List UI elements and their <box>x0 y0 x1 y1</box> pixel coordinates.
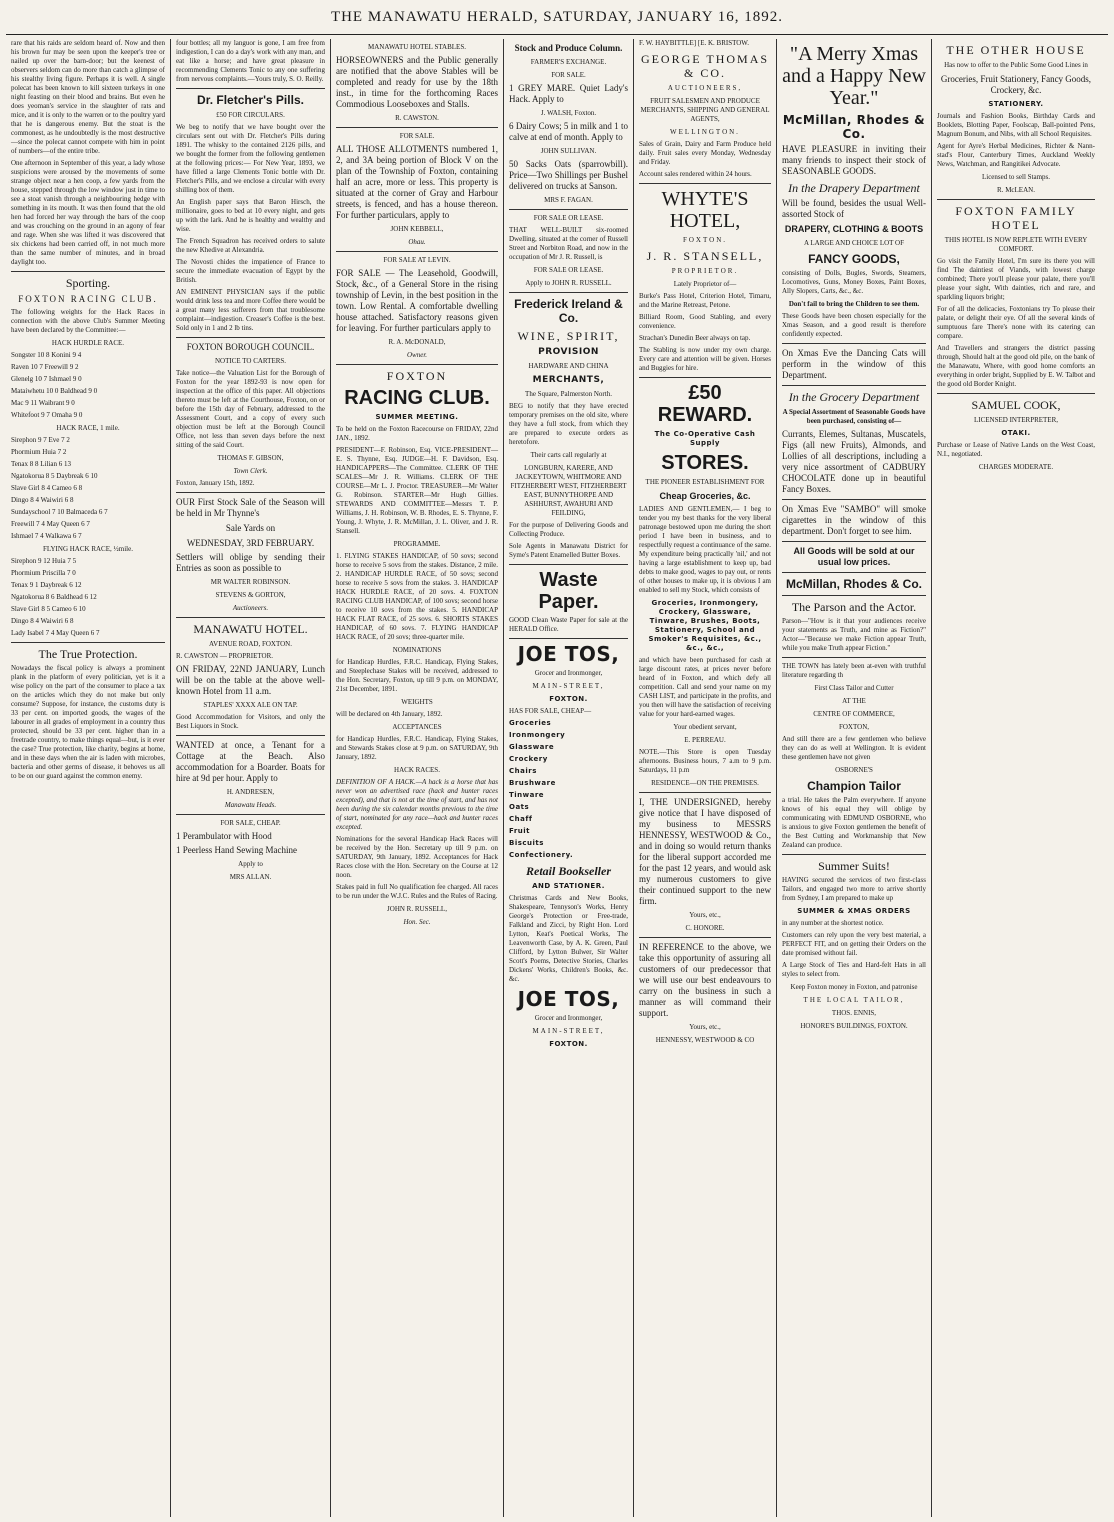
stock-list: Groceries, Ironmongery, Crockery, Glassware, Tinware, Brushes, Boots, Stationery, School and Smoker's Requisites, &c., &c., &c., <box>648 599 762 652</box>
honore-buildings: HONORE'S BUILDINGS, FOXTON. <box>800 1022 908 1030</box>
goods-list <box>509 719 628 860</box>
perreau: E. PERREAU. <box>684 736 726 744</box>
purchase-text: Purchase or Lease of Native Lands on the West Coast, N.I., negotiated. <box>937 441 1095 458</box>
for-sale-cheap: FOR SALE, CHEAP. <box>220 819 281 827</box>
yours-1: Yours, etc., <box>689 911 721 919</box>
summer-xmas-orders: SUMMER & XMAS ORDERS <box>797 907 911 915</box>
russell: JOHN R. RUSSELL, <box>387 905 447 913</box>
journals-text: Journals and Fashion Books, Birthday Cards and Booklets, Blotting Paper, Foolscap, Ball-pointed Pens, Magnum Bonum, and Nibs, with all School Requisites. <box>937 112 1095 138</box>
chosen-text: These Goods have been chosen especially for the Xmas Season, and a good result is therefore confidently expected. <box>782 312 926 338</box>
whyte-foxton: FOXTON. <box>682 236 727 244</box>
robinson: MR WALTER ROBINSON. <box>210 578 291 586</box>
apply-russell: Apply to JOHN R. RUSSELL. <box>525 279 612 287</box>
fagan: MRS F. FAGAN. <box>544 196 593 204</box>
weight-row: Dingo 8 4 Waiwiri 6 8 <box>11 617 74 625</box>
for-sale: FOR SALE. <box>551 71 586 79</box>
lately: Lately Proprietor of— <box>673 280 737 288</box>
and-stationer: AND STATIONER. <box>532 882 605 890</box>
all-goods: All Goods will be sold at our usual low prices. <box>793 546 915 567</box>
farmers-exchange: FARMER'S EXCHANGE. <box>530 58 607 66</box>
perambulator: 1 Perambulator with Hood <box>176 831 272 841</box>
accommodation: Good Accommodation for Visitors, and only the Best Liquors in Stock. <box>176 713 325 730</box>
account-sales: Account sales rendered within 24 hours. <box>639 170 752 178</box>
weights-text: will be declared on 4th January, 1892. <box>336 710 443 718</box>
testimonial: four bottles; all my languor is gone, I am free from indigestion, I can do a day's work with any man, and eat like a horse; and have great pleasure in recommending Clements Tonic to any one suffering from nervous complaints.—Yours truly, S. O. Reilly. <box>176 39 325 83</box>
foxton-2: FOXTON. <box>549 1040 588 1048</box>
weight-row: Ishmael 7 4 Walkawa 6 7 <box>11 532 82 540</box>
ohau: Ohau. <box>408 238 426 246</box>
nominations-text: for Handicap Hurdles, F.R.C. Handicap, Flying Stakes, and Steeplechase Stakes will be received, addressed to the Hon. Secretary, Foxton, up till 9 p.m. on MONDAY, 21st December, 1891. <box>336 658 498 693</box>
has-for-sale: HAS FOR SALE, CHEAP— <box>509 707 592 715</box>
carters-heading: NOTICE TO CARTERS. <box>214 357 287 365</box>
stationery-heading: STATIONERY. <box>988 100 1044 108</box>
cawston: R. CAWSTON — PROPRIETOR. <box>176 652 274 660</box>
flying-heading: FLYING HACK RACE, ½mile. <box>43 545 133 553</box>
proprietor: PROPRIETOR. <box>671 267 739 275</box>
masthead: THE MANAWATU HERALD, SATURDAY, JANUARY 16, 1892. <box>6 0 1108 35</box>
weight-row: Phormium Priscilla 7 0 <box>11 569 76 577</box>
hurdle-heading: HACK HURDLE RACE. <box>51 339 125 347</box>
for-sale-heading: FOR SALE. <box>399 132 435 140</box>
weight-row: Tenax 8 8 Lilian 6 13 <box>11 460 71 468</box>
columns <box>6 39 1108 1517</box>
column-4 <box>504 39 634 1517</box>
mcmillan-heading-2: McMillan, Rhodes & Co. <box>785 577 922 591</box>
have-pleasure: HAVE PLEASURE in inviting their many friends to inspect their stock of SEASONABLE GOODS. <box>782 144 926 176</box>
groceries-fruit: Groceries, Fruit Stationery, Fancy Goods, Crockery, &c. <box>940 74 1092 95</box>
weight-row: Freewill 7 4 May Queen 6 7 <box>11 520 90 528</box>
stock-sale-text: OUR First Stock Sale of the Season will be held in Mr Thynne's <box>176 497 325 518</box>
sewing-machine: 1 Peerless Hand Sewing Machine <box>176 845 297 855</box>
family-hotel: FOXTON FAMILY HOTEL <box>955 204 1077 232</box>
honore: C. HONORE. <box>685 924 725 932</box>
centre-commerce: CENTRE OF COMMERCE, <box>813 710 895 718</box>
list-item: Fruit <box>509 827 531 835</box>
joe-tos-heading-2: JOE TOS, <box>517 987 620 1011</box>
column-5 <box>634 39 777 1517</box>
nominations-heading: NOMINATIONS <box>392 646 442 654</box>
hirsch-text: An English paper says that Baron Hirsch, the millionaire, goes to bed at 10 every night, and gets up with the lark. And he is healthy and wealthy and wise. <box>176 198 325 233</box>
grocery-heading: In the Grocery Department <box>788 390 920 404</box>
sales-text: Sales of Grain, Dairy and Farm Produce held daily. Fruit sales every Monday, Wednesday and Friday. <box>639 140 771 166</box>
provision: PROVISION <box>538 347 599 357</box>
sole-agents: Sole Agents in Manawatu District for Syme's Patent Enamelled Butter Boxes. <box>509 542 628 559</box>
trial-text: a trial. He takes the Palm everywhere. If anyone knows of his equal they will oblige by communicating with EDMUND OSBORNE, who is anxious to give Foxton gentlemen the benefit of the Best Cutting and Workmanship that New Zealand can produce. <box>782 796 926 849</box>
manawatu-heads: Manawatu Heads. <box>224 801 277 809</box>
carts-call: Their carts call regularly at <box>530 451 607 459</box>
borough-council-heading: FOXTON BOROUGH COUNCIL. <box>186 342 315 352</box>
poem-2: For of all the delicacies, Foxtonians try To please their palate, or delight their eye. Of all the several kinds of sumptuous fare There's none with its catering can compare. <box>937 305 1095 340</box>
fancy-list: consisting of Dolls, Bugles, Swords, Steamers, Locomotives, Guns, Money Boxes, Paint Boxes, Ally Slopers, Carts, &c., &c. <box>782 269 926 295</box>
poem-3: And Travellers and strangers the district passing through, Should halt at the good old pile, on the bank of the Manawatu, Where, with good home comforts an everything in order bright, Supplied by E. W. Talbot and the good old Border Knight. <box>937 344 1095 388</box>
list-item: Tinware <box>509 791 545 799</box>
drapery-heading: In the Drapery Department <box>788 181 920 195</box>
acceptances-text: for Handicap Hurdles, F.R.C. Handicap, Flying Stakes, and Stewards Stakes close at 9 p.m. on SATURDAY, 9th January, 1892. <box>336 735 498 761</box>
list-item: Chairs <box>509 767 537 775</box>
interpreter: LICENSED INTERPRETER, <box>974 416 1058 424</box>
stakes-text: Stakes paid in full No qualification fee charged. All races to be run under the W.J.C. Rules and the Rules of Racing. <box>336 883 498 900</box>
parson-actor: The Parson and the Actor. <box>791 600 917 614</box>
sullivan: JOHN SULLIVAN. <box>540 147 597 155</box>
avenue-road: AVENUE ROAD, FOXTON. <box>209 640 292 648</box>
list-item: Glassware <box>509 743 555 751</box>
mclean: R. McLEAN. <box>997 186 1035 194</box>
keep-foxton: Keep Foxton money in Foxton, and patronise <box>790 983 918 991</box>
weight-row: Whitefoot 9 7 Omaha 9 0 <box>11 411 83 419</box>
acceptances-heading: ACCEPTANCES <box>392 723 442 731</box>
weight-row: Sirephon 9 12 Huia 7 5 <box>11 557 77 565</box>
list-item: Confectionery. <box>509 851 574 859</box>
column-6 <box>777 39 932 1517</box>
staples: STAPLES' XXXX ALE ON TAP. <box>203 701 298 709</box>
french-text: The French Squadron has received orders to salute the new Khedive at Alexandria. <box>176 237 325 254</box>
programme-heading: PROGRAMME. <box>393 540 441 548</box>
other-house: THE OTHER HOUSE <box>946 43 1086 57</box>
gibson: THOMAS F. GIBSON, <box>217 454 284 462</box>
hack-definition: DEFINITION OF A HACK.—A hack is a horse that has never won an advertised race (hack and hunter races excepted), and that is not at the time of start, and has not been during the six calendar months previous to the time of start, nominated for any race—hack and hunter races excepted. <box>336 778 498 831</box>
sporting-heading: Sporting. <box>65 276 111 290</box>
weight-row: Glenelg 10 7 Ishmael 9 0 <box>11 375 82 383</box>
retail-bookseller: Retail Bookseller <box>526 864 611 878</box>
dancing-cats: On Xmas Eve the Dancing Cats will perform in the window of this Department. <box>782 348 926 380</box>
article-stoat-2: One afternoon in September of this year, a lady whose suspicions were aroused by the movements of some strange object near a hen coop, a few yards from the house, stepped through the low window just in time to see a stoat vanish through a neighbouring hedge with something in its mouth. It was then found that the old hen had forced her way through the bars of the coop and was crouching on the ground in an agony of fear and rage. When she was lifted it was discovered that six chickens had been carried off, in not much more than the same number of minutes, and in broad daylight too. <box>11 159 165 266</box>
places: LONGBURN, KARERE, AND JACKEYTOWN, WHITMORE AND FITZHERBERT WEST, FITZHERBERT EAST, BUNNYTHORPE AND ASHHURST, AWAHURI AND FEILDING, <box>510 464 627 517</box>
agent-text: Agent for Ayre's Herbal Medicines, Richter & Nann-stad's Flour, Canterbury Times, Auckland Weekly News, Watchman, and Rangitikei Advocate. <box>937 142 1095 168</box>
column-1 <box>6 39 171 1517</box>
delivering: For the purpose of Delivering Goods and Collecting Produce. <box>509 521 628 538</box>
tailor-foxton: FOXTON, <box>838 723 869 731</box>
replete: THIS HOTEL IS NOW REPLETE WITH EVERY COMFORT. <box>944 236 1088 253</box>
wanted-text: WANTED at once, a Tenant for a Cottage at the Beach. Also accommodation for a Boarder. Boats for hire at 9d per hour. Apply to <box>176 740 325 783</box>
walsh: J. WALSH, Foxton. <box>540 109 597 117</box>
cawston-sign: R. CAWSTON. <box>395 114 439 122</box>
weight-row: Songster 10 8 Konini 9 4 <box>11 351 82 359</box>
at-the: AT THE <box>842 697 866 705</box>
weight-row: Tenax 9 1 Daybreak 6 12 <box>11 581 82 589</box>
books-list: Christmas Cards and New Books, Shakespeare, Tennyson's Works, Henry George's Protection or Free-trade, Falkland and Zicci, by Right Hon. Lord Lytton, Keat's Poetical Works, The Leavenworth Case, by A. K. Green, Paul Clifford, by Lytton Bulwer, Sir Walter Scott's Poems, Detective Stories, Charles Dickens' Works, Children's Books, &c. &c. <box>509 894 628 983</box>
stabling-text: The Stabling is now under my own charge. Every care and attention will be given. Horses and Buggies for hire. <box>639 346 771 372</box>
list-item: Ironmongery <box>509 731 566 739</box>
hack-nominations: Nominations for the several Handicap Hack Races will be received by the Hon. Secretary up till 9 p.m. on SATURDAY, 9th January, 1892. Acceptances for Hack Races close with the Hon. Secretary on the Course at 12 noon. <box>336 835 498 879</box>
auctioneers: Auctioneers. <box>232 604 269 612</box>
foxton: FOXTON. <box>549 695 588 703</box>
parson-text: Parson—"How is it that your audiences receive your statements as Truth, and mine as Fiction?" Actor—"Because we make Fiction appear Truth, while you make Truth appear Fiction." <box>782 617 926 652</box>
dwelling-text: THAT WELL-BUILT six-roomed Dwelling, situated at the corner of Russell Street and Norbiton Road, and now in the occupation of Mr J. R. Russell, is <box>509 226 628 261</box>
osbornes: OSBORNE'S <box>835 766 873 774</box>
racing-club-heading: RACING CLUB. <box>344 387 490 409</box>
list-item: Crockery <box>509 755 548 763</box>
weight-row: Raven 10 7 Freewill 9 2 <box>11 363 79 371</box>
yours-2: Yours, etc., <box>689 1023 721 1031</box>
shortest-notice: in any number at the shortest notice. <box>782 919 884 927</box>
samuel-cook: SAMUEL COOK, <box>971 398 1061 412</box>
joe-tos-heading: JOE TOS, <box>517 642 620 666</box>
main-street: MAIN-STREET, <box>532 682 605 690</box>
the-square: The Square, Palmerston North. <box>525 390 612 398</box>
stables-text: HORSEOWNERS and the Public generally are notified that the above Stables will be completed and ready for use by the 18th inst., in time for the forthcoming Races Commodious Looseboxes and Stalls. <box>336 55 498 109</box>
kebbell: JOHN KEBBELL, <box>390 225 444 233</box>
charges: CHARGES MODERATE. <box>978 463 1054 471</box>
merry-xmas: "A Merry Xmas and a Happy New Year." <box>782 43 926 109</box>
manawatu-hotel-heading: MANAWATU HOTEL. <box>193 622 308 636</box>
summer-meeting: SUMMER MEETING. <box>375 413 459 421</box>
dairy-cows: 6 Dairy Cows; 5 in milk and 1 to calve at end of month. Apply to <box>509 121 628 142</box>
poem-1: Go visit the Family Hotel, I'm sure its there you will find The daintiest of Viands, with lowest charge combined; There you'll please your palate, there you'll please your sight, With dainties, rich and rare, and sparkling liquors bright; <box>937 257 1095 301</box>
levin-text: FOR SALE — The Leasehold, Goodwill, Stock, &c., of a General Store in the rising township of Levin, in the best position in the town. Low Rental. A comfortable dwelling house attached. Satisfactory reasons given for leaving. For further particulars apply to <box>336 268 498 333</box>
friday-lunch: ON FRIDAY, 22ND JANUARY, Lunch will be on the table at the above well-known Hotel from 11 a.m. <box>176 664 325 696</box>
waste-paper-heading: Waste Paper. <box>538 569 599 613</box>
strachan-text: Strachan's Dunedin Beer always on tap. <box>639 334 751 342</box>
undersigned-text: I, THE UNDERSIGNED, hereby give notice that I have disposed of my business to MESSRS HENNESSY, WESTWOOD & Co., and in doing so would return thanks for the liberal support accorded me for the past 12 years, and would ask my numerous customers to give their continued support to the new firm. <box>639 797 771 906</box>
circulars-heading: £50 FOR CIRCULARS. <box>216 111 285 119</box>
which-text: and which have been purchased for cash at large discount rates, at prices never before heard of in Foxton, and which defy all competition. Call and send your name on my CASH LIST, and participate in the profits, and you then will have the satisfaction of receiving value for your hard-earned wages. <box>639 656 771 718</box>
ties-text: A Large Stock of Ties and Hard-felt Hats in all styles to select from. <box>782 961 926 978</box>
weight-row: Sirephon 9 7 Eve 7 2 <box>11 436 70 444</box>
pioneer: THE PIONEER ESTABLISHMENT FOR <box>645 478 765 486</box>
town-text: THE TOWN has lately been at-even with truthful literature regarding th <box>782 662 926 679</box>
weight-row: Ngatokorua 8 5 Daybreak 6 10 <box>11 472 98 480</box>
reward-heading: £50 REWARD. <box>657 382 753 426</box>
grocer-ironmonger-2: Grocer and Ironmonger, <box>534 1014 603 1022</box>
stables-heading: MANAWATU HOTEL STABLES. <box>368 43 466 51</box>
coffee-text: AN EMINENT PHYSICIAN says if the public would drink less tea and more Coffee there would be a great many less sufferers from that troublesome complaint—indigestion. Creaser's Coffee is the best. Sold only in 1 and 2 lb tins. <box>176 288 325 332</box>
mcmillan-heading: McMillan, Rhodes & Co. <box>782 113 926 141</box>
burke-text: Burke's Pass Hotel, Criterion Hotel, Timaru, and the Marine Retreast, Petone. <box>639 292 771 309</box>
wine-spirit: WINE, SPIRIT, <box>517 329 620 343</box>
drapery-clothing-boots: DRAPERY, CLOTHING & BOOTS <box>784 224 924 234</box>
apply-to: Apply to <box>238 860 263 868</box>
weights-heading: WEIGHTS <box>401 698 433 706</box>
sambo-text: On Xmas Eve "SAMBO" will smoke cigarettes in the window of this department. Don't forget to see him. <box>782 504 926 536</box>
whytes-hotel: WHYTE'S HOTEL, <box>661 188 749 232</box>
auctioneers: AUCTIONEERS, <box>667 84 743 92</box>
ennis: THOS. ENNIS, <box>831 1009 877 1017</box>
club-heading: FOXTON RACING CLUB. <box>18 294 158 304</box>
levin-heading: FOR SALE AT LEVIN. <box>383 256 451 264</box>
first-class-tailor: First Class Tailor and Cutter <box>814 684 894 692</box>
list-item: Oats <box>509 803 530 811</box>
true-protection-text: Nowadays the fiscal policy is always a prominent plank in the platform of every politician, yet is it a wise policy on the part of the consumer to place a tax on the articles which they do not make but only consume? Suppose, for instance, the customs duty is 33 per cent. on imported goods, the wages of the labourer in all grades of employment in a country thus protected, should be 33 per cent. higher than in a freetrade country, to make things equal—but, is it ever the case? True protection, like charity, begins at home, and in these days when the air is laden with microbes, bacteria and other germs of disease, it behoves us all to be on our guard against the common enemy. <box>11 664 165 780</box>
has-to-offer: Has now to offer to the Public Some Good Lines in <box>944 61 1088 69</box>
wednesday: WEDNESDAY, 3RD FEBRUARY. <box>186 538 315 548</box>
stores-heading: STORES. <box>661 452 749 474</box>
foxton-heading: FOXTON <box>386 369 448 383</box>
date-line: Foxton, January 15th, 1892. <box>176 479 255 487</box>
hurdle-weights <box>11 351 165 420</box>
champion-tailor: Champion Tailor <box>807 779 901 793</box>
weight-row: Mac 9 11 Waibrant 9 0 <box>11 399 75 407</box>
novosti-text: The Novosti chides the impatience of France to secure the immediate evacuation of Egypt by the British. <box>176 258 325 284</box>
valuation-text: Take notice—the Valuation List for the Borough of Foxton for the year 1892-93 is now open for inspection at the office of this paper. All objections thereto must be left at the Courthouse, Foxton, on or before the 15th day of February, addressed to the Assessment Court, and a copy of every such objection must be left at the Borough Council Office, not less than seven days before the next sitting of the said Court. <box>176 369 325 449</box>
fruit-salesmen: FRUIT SALESMEN AND PRODUCE MERCHANTS, SHIPPING AND GENERAL AGENTS, <box>640 97 770 123</box>
weight-row: Mataiwhetu 10 0 Baldhead 9 0 <box>11 387 98 395</box>
main-street-2: MAIN-STREET, <box>532 1027 605 1035</box>
obedient: Your obedient servant, <box>673 723 737 731</box>
having-text: HAVING secured the services of two first-class Tailors, and engaged two more to arrive shortly from Sydney, I am prepared to make up <box>782 876 926 902</box>
frederick-ireland: Frederick Ireland & Co. <box>514 297 623 325</box>
mile-weights <box>11 436 165 541</box>
fancy-goods: FANCY GOODS, <box>808 252 900 266</box>
article-stoat-1: rare that his raids are seldom heard of. Now and then his brown fur may be seen upon the keeper's tree or nailed up over the barn-door; but the keenest of observers seldom can do more than catch a glimpse of his stealthy living figure. Perhaps it is well. A single polecat has been known to kill sixteen turkeys in one night feasting on their blood and brains. But even he does yeoman's service in the slaughter of rats and mice, and it is only to the warren or to the poultry yard that he is dangerous enemy. But the stoat is the commonest, as he undoubtedly is the most destructive —since the polecat cannot compete with him in point of numbers—of the entire tribe. <box>11 39 165 155</box>
owner: Owner. <box>406 351 428 359</box>
column-2 <box>171 39 331 1517</box>
hon-sec: Hon. Sec. <box>403 918 431 926</box>
stansell: J. R. STANSELL, <box>646 249 764 263</box>
waste-paper-text: GOOD Clean Waste Paper for sale at the HERALD Office. <box>509 616 628 633</box>
summer-suits: Summer Suits! <box>818 859 890 873</box>
currants-text: Currants, Elemes, Sultanas, Muscatels, Figs (all new Fruits), Almonds, and Lollies of all descriptions, including a very nice assortment of CADBURY CHOCOLATE done up in beautiful Fancy Boxes. <box>782 429 926 494</box>
weight-row: Ngatokorua 8 6 Baldhead 6 12 <box>11 593 97 601</box>
merchants: MERCHANTS, <box>532 375 605 385</box>
weight-row: Sundayschool 7 10 Balmaceda 6 7 <box>11 508 108 516</box>
will-be-found: Will be found, besides the usual Well-assorted Stock of <box>782 198 926 219</box>
reference-text: IN REFERENCE to the above, we take this opportunity of assuring all customers of our predecessor that we will use our best endeavours to carry on the business in such a manner as will command their support. <box>639 942 771 1018</box>
notify-text: BEG to notify that they have erected temporary premises on the old site, where they have a full stock, from which they are prepared to execute orders as heretofore. <box>509 402 628 446</box>
flying-weights <box>11 557 165 638</box>
mile-heading: HACK RACE, 1 mile. <box>56 424 120 432</box>
stevens-gorton: STEVENS & GORTON, <box>215 591 286 599</box>
weight-row: Slave Girl 8 4 Cameo 6 8 <box>11 484 83 492</box>
hennessy: HENNESSY, WESTWOOD & CO <box>655 1036 755 1044</box>
wellington: WELLINGTON. <box>670 128 740 136</box>
true-protection-heading: The True Protection. <box>38 647 138 661</box>
sale-yards: Sale Yards on <box>225 523 276 533</box>
stock-produce-heading: Stock and Produce Column. <box>514 43 623 53</box>
george-thomas: GEORGE THOMAS & CO. <box>640 52 770 80</box>
ladies-text: LADIES AND GENTLEMEN,— I beg to tender you my best thanks for the very liberal patronage bestowed upon me during the short period I have been in business, and to respectfully request a continuance of the same. My expenditure being practically 'nil,' and not having a large establishment to keep up, bad debts to make good, wages to pay out, or rents of other houses to make up, it is obvious I am enabled to sell my Stock, which consists of <box>639 505 771 594</box>
town-clerk: Town Clerk. <box>233 467 268 475</box>
list-item: Groceries <box>509 719 552 727</box>
weight-row: Phormium Huia 7 2 <box>11 448 67 456</box>
special-assortment: A Special Assortment of Seasonable Goods have been purchased, consisting of— <box>782 408 926 425</box>
weight-row: Slave Girl 8 5 Cameo 6 10 <box>11 605 86 613</box>
hack-races-heading: HACK RACES. <box>394 766 440 774</box>
cheap-groceries: Cheap Groceries, &c. <box>659 491 751 501</box>
settlers-text: Settlers will oblige by sending their Entries as soon as possible to <box>176 552 325 573</box>
officers-text: PRESIDENT—F. Robinson, Esq. VICE-PRESIDENT—E. S. Thynne, Esq. JUDGE—H. F. Davidson, Esq. HANDICAPPERS—The Committee. CLERK OF THE SCALES—Mr J. R. Williams. CLERK OF THE COURSE—Mr L. J. Proctor. TREASURER—Mr Walter G. Robinson. STARTER—Mr Hugh Gillies. STEWARDS AND COMMITTEE—Messrs T. P. Williams, J. H. Robinson, W. B. Rhodes, E. S. Thynne, F. Young, J. Whyte, J. R. McMillan, J. L. Oliver, and J. R. Stansell. <box>336 446 498 535</box>
list-item: Biscuits <box>509 839 544 847</box>
list-item: Brushware <box>509 779 556 787</box>
held-text: To be held on the Foxton Racecourse on FRIDAY, 22nd JAN., 1892. <box>336 425 498 442</box>
grey-mare: 1 GREY MARE. Quiet Lady's Hack. Apply to <box>509 83 628 104</box>
sale-or-lease-2: FOR SALE OR LEASE. <box>533 266 604 274</box>
list-item: Chaff <box>509 815 533 823</box>
sporting-intro: The following weights for the Hack Races in connection with the above Club's Summer Meeting have been declared by the Committee:— <box>11 308 165 334</box>
hardware-china: HARDWARE AND CHINA <box>528 362 609 370</box>
sacks-oats: 50 Sacks Oats (sparrowbill). Price—Two Shillings per Bushel delivered on trucks at Sanson. <box>509 159 628 191</box>
column-7 <box>932 39 1100 1517</box>
mrs-allan: MRS ALLAN. <box>229 873 272 881</box>
sale-or-lease: FOR SALE OR LEASE. <box>533 214 604 222</box>
licensed-stamps: Licensed to sell Stamps. <box>981 173 1051 181</box>
customers-text: Customers can rely upon the very best material, a PERFECT FIT, and on getting their Orders on the date promised without fail. <box>782 931 926 957</box>
column-3 <box>331 39 504 1517</box>
billiard-text: Billiard Room, Good Stabling, and every convenience. <box>639 313 771 330</box>
mcdonald: R. A. McDONALD, <box>388 338 446 346</box>
fletcher-heading: Dr. Fletcher's Pills. <box>197 93 304 107</box>
co-op-heading: The Co-Operative Cash Supply <box>654 430 756 447</box>
local-tailor: THE LOCAL TAILOR, <box>803 996 905 1004</box>
weight-row: Dingo 8 4 Waiwiri 6 8 <box>11 496 74 504</box>
fletcher-text: We beg to notify that we have bought over the circulars sent out with Dr. Fletcher's Pills during 1891. The whisky to the contained 2126 pills, and we bought the former from the following gentlemen at the following prices:— For New Year, 1893, we have filled a large Clements Tonic bottle with Dr. Fletcher's Pills, and we enclose a circular with every shilling box of them. <box>176 123 325 194</box>
weight-row: Lady Isabel 7 4 May Queen 6 7 <box>11 629 100 637</box>
large-lot: A LARGE AND CHOICE LOT OF <box>803 239 904 247</box>
dont-fail: Don't fail to bring the Children to see them. <box>788 300 920 308</box>
grocer-ironmonger: Grocer and Ironmonger, <box>534 669 603 677</box>
note-text: NOTE.—This Store is open Tuesday afternoons. Business hours, 7 a.m to 9 p.m. Saturdays, 11 p.m <box>639 748 771 774</box>
programme-text: 1. FLYING STAKES HANDICAP, of 50 sovs; second horse to receive 5 sovs from the stakes. Distance, 2 mile. 2. HANDICAP HURDLE RACE, of 50 sovs; second horse to receive 5 sovs from the stakes. 3. HANDICAP HACK HURDLE RACE, of 20 sovs. 4. FOXTON RACING CLUB HANDICAP, of 100 sovs; second horse to receive 10 sovs from the stakes. 5. HANDICAP HACK FLAT RACE, of 25 sovs. 6. SHORTS STAKES HANDICAP, of 60 sovs. 7. FLYING HANDICAP HACK RACE, of 20 sovs; three-quarter mile. <box>336 552 498 641</box>
otaki: OTAKI. <box>1001 429 1031 437</box>
allotments-text: ALL THOSE ALLOTMENTS numbered 1, 2, and 3A being portion of Block V on the plan of the Township of Foxton, containing half an acre, more or less. This property is situated at the corner of Gray and Harbour streets, is fenced, and has a house thereon. For further particulars, apply to <box>336 144 498 220</box>
firm-partners: F. W. HAYBITTLE] [E. K. BRISTOW. <box>639 39 750 47</box>
few-gentlemen: And still there are a few gentlemen who believe they can do as well at Wellington. It is evident these gentlemen have not given <box>782 735 926 761</box>
residence: RESIDENCE—ON THE PREMISES. <box>651 779 759 787</box>
andresen: H. ANDRESEN, <box>226 788 275 796</box>
